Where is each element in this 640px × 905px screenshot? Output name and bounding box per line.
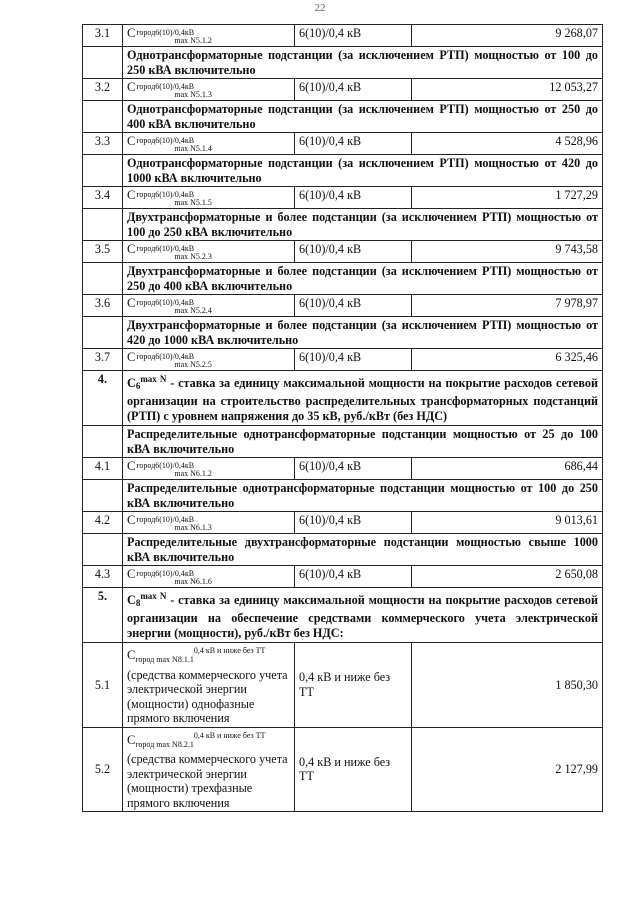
meter-text: (средства коммерческого учета электрической энергии (мощности) трехфазные прямого включения bbox=[127, 752, 288, 810]
rate-value: 9 268,07 bbox=[412, 25, 603, 47]
item-number: 3.7 bbox=[83, 349, 123, 371]
table-row-rate bbox=[83, 512, 603, 534]
symbol-superscript: 0,4 кВ и ниже без ТТ bbox=[193, 730, 266, 740]
symbol-base: C bbox=[127, 593, 136, 607]
symbol-base: C bbox=[127, 376, 136, 390]
table-row-rate bbox=[83, 458, 603, 480]
voltage-level: 6(10)/0,4 кВ bbox=[295, 349, 412, 371]
meter-symbol bbox=[127, 729, 290, 753]
item-number: 4.2 bbox=[83, 512, 123, 534]
section-number: 5. bbox=[83, 588, 123, 643]
symbol-subscript: город max N8.1.1 bbox=[135, 655, 194, 664]
symbol-subscript: max N5.2.5 bbox=[174, 360, 212, 369]
rate-value: 12 053,27 bbox=[412, 79, 603, 101]
table-row-desc bbox=[83, 317, 603, 349]
voltage-level: 6(10)/0,4 кВ bbox=[295, 458, 412, 480]
rate-value: 9 013,61 bbox=[412, 512, 603, 534]
blank-cell bbox=[83, 101, 123, 133]
symbol-base: C bbox=[127, 26, 136, 40]
symbol-indices bbox=[136, 516, 212, 532]
symbol-base: C bbox=[127, 513, 136, 527]
rate-symbol bbox=[123, 349, 295, 371]
symbol-indices bbox=[136, 191, 212, 207]
voltage-level: 6(10)/0,4 кВ bbox=[295, 241, 412, 263]
table-row-rate bbox=[83, 566, 603, 588]
symbol-subscript: max N6.1.6 bbox=[174, 577, 212, 586]
meter-symbol bbox=[127, 644, 290, 668]
symbol-indices bbox=[136, 245, 212, 261]
section-text: - ставка за единицу максимальной мощности на покрытие расходов сетевой организации на строительство распределительных трансформаторных подстанций (РТП) с уровнем напряжения до 35 кВ, руб./кВт (без НДС) bbox=[127, 376, 598, 423]
rate-symbol bbox=[123, 79, 295, 101]
section-description bbox=[123, 588, 603, 643]
rate-symbol bbox=[123, 295, 295, 317]
rate-symbol bbox=[123, 187, 295, 209]
symbol-indices bbox=[136, 83, 212, 99]
table-row-meter bbox=[83, 643, 603, 728]
table-row-desc bbox=[83, 480, 603, 512]
voltage-level: 6(10)/0,4 кВ bbox=[295, 512, 412, 534]
category-description: Двухтрансформаторные и более подстанции (за исключением РТП) мощностью от 420 до 1000 кВА включительно bbox=[123, 317, 603, 349]
voltage-level: 6(10)/0,4 кВ bbox=[295, 295, 412, 317]
symbol-base: C bbox=[127, 567, 136, 581]
rate-value: 2 650,08 bbox=[412, 566, 603, 588]
symbol-superscript: город6(10)/0,4кВ bbox=[136, 569, 195, 578]
symbol-subscript: max N5.1.5 bbox=[174, 198, 212, 207]
rate-symbol bbox=[123, 25, 295, 47]
symbol-superscript: город6(10)/0,4кВ bbox=[136, 515, 195, 524]
table-row-rate bbox=[83, 241, 603, 263]
table-row-desc bbox=[83, 534, 603, 566]
blank-cell bbox=[83, 426, 123, 458]
item-number: 3.2 bbox=[83, 79, 123, 101]
symbol-subscript: max N6.1.3 bbox=[174, 523, 212, 532]
rate-value: 9 743,58 bbox=[412, 241, 603, 263]
section-symbol bbox=[127, 593, 166, 607]
symbol-indices bbox=[136, 137, 212, 153]
symbol-base: C bbox=[127, 732, 136, 747]
symbol-subscript: max N5.2.4 bbox=[174, 306, 212, 315]
table-row-desc bbox=[83, 101, 603, 133]
table-row-desc bbox=[83, 47, 603, 79]
symbol-subscript: max N5.1.2 bbox=[174, 36, 212, 45]
item-number: 3.4 bbox=[83, 187, 123, 209]
item-number: 5.2 bbox=[83, 727, 123, 812]
rate-value: 4 528,96 bbox=[412, 133, 603, 155]
table-row-meter bbox=[83, 727, 603, 812]
section-description bbox=[123, 371, 603, 426]
voltage-level: 6(10)/0,4 кВ bbox=[295, 566, 412, 588]
rate-symbol bbox=[123, 512, 295, 534]
symbol-superscript: город6(10)/0,4кВ bbox=[136, 461, 195, 470]
table-row-desc bbox=[83, 426, 603, 458]
voltage-level: 6(10)/0,4 кВ bbox=[295, 25, 412, 47]
table-row-rate bbox=[83, 25, 603, 47]
voltage-level: 6(10)/0,4 кВ bbox=[295, 79, 412, 101]
category-description: Двухтрансформаторные и более подстанции (за исключением РТП) мощностью от 250 до 400 кВА включительно bbox=[123, 263, 603, 295]
meter-description bbox=[123, 727, 295, 812]
rate-value: 6 325,46 bbox=[412, 349, 603, 371]
category-description: Однотрансформаторные подстанции (за исключением РТП) мощностью от 420 до 1000 кВА включительно bbox=[123, 155, 603, 187]
symbol-superscript: город6(10)/0,4кВ bbox=[136, 244, 195, 253]
symbol-indices bbox=[136, 29, 212, 45]
voltage-level: 6(10)/0,4 кВ bbox=[295, 187, 412, 209]
symbol-superscript: город6(10)/0,4кВ bbox=[136, 298, 195, 307]
table-row-desc bbox=[83, 209, 603, 241]
table-row-rate bbox=[83, 187, 603, 209]
symbol-base: C bbox=[127, 648, 136, 662]
symbol-base: C bbox=[127, 134, 136, 148]
table-row-rate bbox=[83, 349, 603, 371]
table-row-section bbox=[83, 588, 603, 643]
rate-symbol bbox=[123, 241, 295, 263]
item-number: 4.3 bbox=[83, 566, 123, 588]
symbol-base: C bbox=[127, 242, 136, 256]
rate-value: 2 127,99 bbox=[412, 727, 603, 812]
item-number: 5.1 bbox=[83, 643, 123, 728]
blank-cell bbox=[83, 480, 123, 512]
blank-cell bbox=[83, 263, 123, 295]
symbol-subscript: max N5.1.3 bbox=[174, 90, 212, 99]
symbol-indices bbox=[136, 299, 212, 315]
voltage-level: 0,4 кВ и ниже без ТТ bbox=[295, 727, 412, 812]
meter-text: (средства коммерческого учета электрической энергии (мощности) однофазные прямого включения bbox=[127, 667, 288, 725]
table-row-desc bbox=[83, 263, 603, 295]
table-row-section bbox=[83, 371, 603, 426]
table-row-desc bbox=[83, 155, 603, 187]
blank-cell bbox=[83, 534, 123, 566]
meter-description bbox=[123, 643, 295, 728]
category-description: Двухтрансформаторные и более подстанции (за исключением РТП) мощностью от 100 до 250 кВА включительно bbox=[123, 209, 603, 241]
rate-symbol bbox=[123, 133, 295, 155]
symbol-base: C bbox=[127, 296, 136, 310]
blank-cell bbox=[83, 209, 123, 241]
symbol-superscript: город6(10)/0,4кВ bbox=[136, 190, 195, 199]
tariff-table bbox=[82, 24, 603, 812]
category-description: Распределительные двухтрансформаторные подстанции мощностью свыше 1000 кВА включительно bbox=[123, 534, 603, 566]
symbol-superscript: город6(10)/0,4кВ bbox=[136, 136, 195, 145]
symbol-index: 6 bbox=[135, 381, 141, 391]
symbol-base: C bbox=[127, 188, 136, 202]
rate-value: 7 978,97 bbox=[412, 295, 603, 317]
rate-value: 686,44 bbox=[412, 458, 603, 480]
blank-cell bbox=[83, 317, 123, 349]
section-text: - ставка за единицу максимальной мощности на покрытие расходов сетевой организации на обеспечение средствами коммерческого учета электрической энергии (мощности), руб./кВт без НДС: bbox=[127, 593, 598, 640]
symbol-superscript: город6(10)/0,4кВ bbox=[136, 352, 195, 361]
symbol-superscript: город6(10)/0,4кВ bbox=[136, 28, 195, 37]
symbol-superscript: max N bbox=[140, 591, 167, 601]
symbol-base: C bbox=[127, 80, 136, 94]
symbol-indices bbox=[136, 353, 212, 369]
item-number: 3.1 bbox=[83, 25, 123, 47]
category-description: Распределительные однотрансформаторные подстанции мощностью от 100 до 250 кВА включительно bbox=[123, 480, 603, 512]
rate-value: 1 850,30 bbox=[412, 643, 603, 728]
section-symbol bbox=[127, 376, 166, 390]
symbol-subscript: max N5.1.4 bbox=[174, 144, 212, 153]
symbol-superscript: город6(10)/0,4кВ bbox=[136, 82, 195, 91]
symbol-superscript: max N bbox=[140, 374, 167, 384]
item-number: 4.1 bbox=[83, 458, 123, 480]
symbol-indices bbox=[136, 570, 212, 586]
symbol-subscript: max N5.2.3 bbox=[174, 252, 212, 261]
symbol-subscript: max N6.1.2 bbox=[174, 469, 212, 478]
item-number: 3.3 bbox=[83, 133, 123, 155]
category-description: Распределительные однотрансформаторные подстанции мощностью от 25 до 100 кВА включительно bbox=[123, 426, 603, 458]
table-row-rate bbox=[83, 133, 603, 155]
item-number: 3.5 bbox=[83, 241, 123, 263]
rate-symbol bbox=[123, 566, 295, 588]
table-row-rate bbox=[83, 79, 603, 101]
category-description: Однотрансформаторные подстанции (за исключением РТП) мощностью от 250 до 400 кВА включительно bbox=[123, 101, 603, 133]
table-row-rate bbox=[83, 295, 603, 317]
item-number: 3.6 bbox=[83, 295, 123, 317]
section-number: 4. bbox=[83, 371, 123, 426]
blank-cell bbox=[83, 47, 123, 79]
symbol-base: C bbox=[127, 350, 136, 364]
page-number: 22 bbox=[314, 2, 326, 14]
rate-symbol bbox=[123, 458, 295, 480]
symbol-index: 8 bbox=[135, 598, 141, 608]
symbol-indices bbox=[136, 462, 212, 478]
blank-cell bbox=[83, 155, 123, 187]
symbol-subscript: город max N8.2.1 bbox=[135, 739, 194, 749]
voltage-level: 6(10)/0,4 кВ bbox=[295, 133, 412, 155]
tariff-table-body bbox=[83, 25, 603, 812]
category-description: Однотрансформаторные подстанции (за исключением РТП) мощностью от 100 до 250 кВА включительно bbox=[123, 47, 603, 79]
rate-value: 1 727,29 bbox=[412, 187, 603, 209]
voltage-level: 0,4 кВ и ниже без ТТ bbox=[295, 643, 412, 728]
symbol-superscript: 0,4 кВ и ниже без ТТ bbox=[193, 646, 266, 655]
symbol-base: C bbox=[127, 459, 136, 473]
